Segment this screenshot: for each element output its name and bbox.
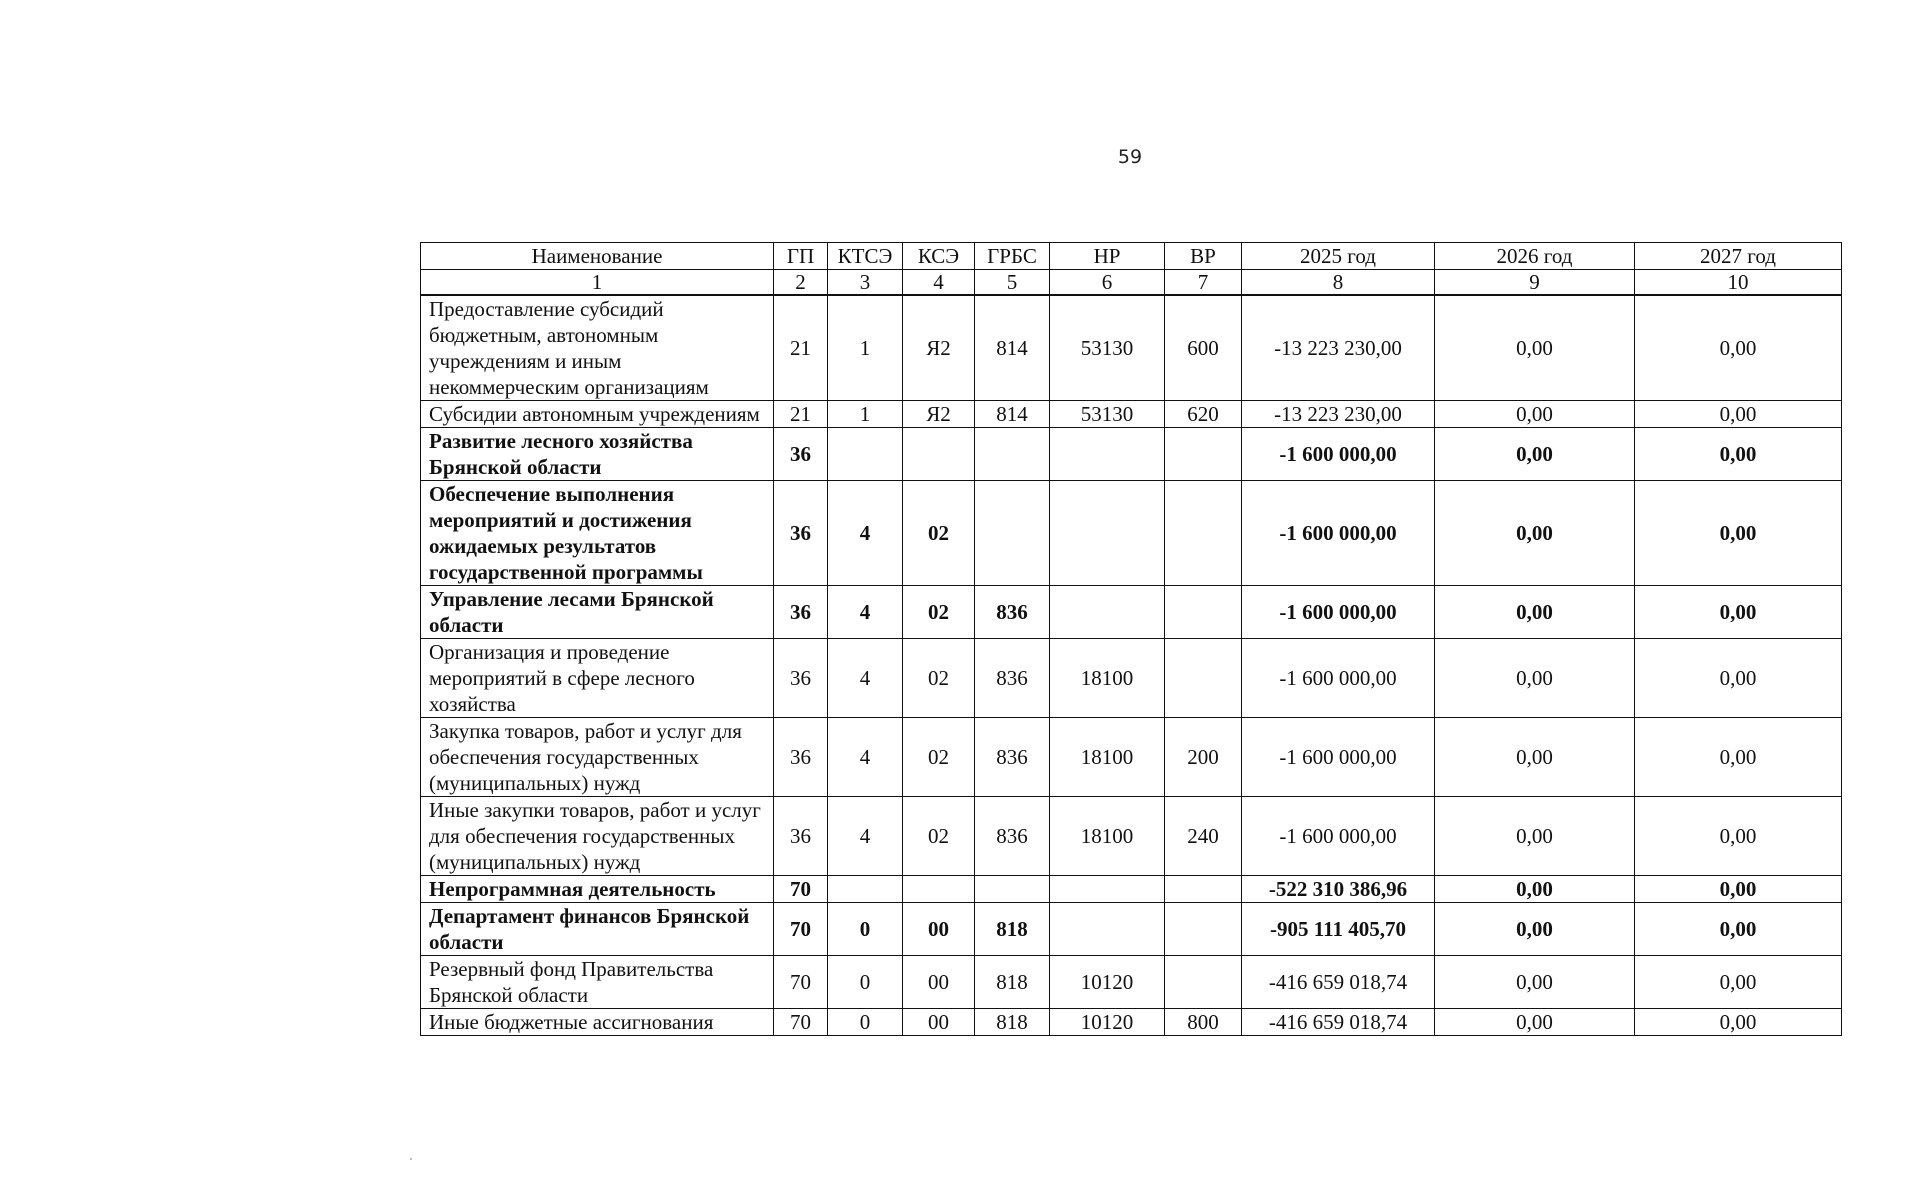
table-row	[421, 481, 1842, 586]
nr-cell: 53130	[1050, 295, 1165, 401]
amount-2026-cell: 0,00	[1435, 718, 1635, 797]
table-body	[421, 295, 1842, 1036]
ktse-cell: 4	[828, 586, 903, 639]
grbs-cell: 836	[975, 797, 1050, 876]
kse-cell: 00	[903, 1009, 975, 1036]
amount-2026-cell: 0,00	[1435, 876, 1635, 903]
column-index: 7	[1165, 270, 1242, 296]
header-grbs: ГРБС	[975, 243, 1050, 270]
amount-2025-cell: -1 600 000,00	[1242, 586, 1435, 639]
nr-cell: 10120	[1050, 956, 1165, 1009]
column-index: 2	[774, 270, 828, 296]
grbs-cell: 836	[975, 718, 1050, 797]
ktse-cell: 0	[828, 903, 903, 956]
gp-cell: 36	[774, 428, 828, 481]
name-cell: Закупка товаров, работ и услуг для обеспечения государственных (муниципальных) нужд	[421, 718, 774, 797]
kse-cell: 00	[903, 903, 975, 956]
amount-2026-cell: 0,00	[1435, 1009, 1635, 1036]
gp-cell: 36	[774, 586, 828, 639]
column-index: 5	[975, 270, 1050, 296]
header-kse: КСЭ	[903, 243, 975, 270]
table-row	[421, 428, 1842, 481]
grbs-cell	[975, 428, 1050, 481]
amount-2025-cell: -1 600 000,00	[1242, 639, 1435, 718]
kse-cell: Я2	[903, 295, 975, 401]
gp-cell: 21	[774, 295, 828, 401]
ktse-cell: 4	[828, 797, 903, 876]
ktse-cell: 4	[828, 481, 903, 586]
header-nr: НР	[1050, 243, 1165, 270]
header-vr: ВР	[1165, 243, 1242, 270]
name-cell: Управление лесами Брянской области	[421, 586, 774, 639]
nr-cell	[1050, 876, 1165, 903]
vr-cell	[1165, 639, 1242, 718]
header-2025: 2025 год	[1242, 243, 1435, 270]
grbs-cell: 818	[975, 903, 1050, 956]
column-index: 8	[1242, 270, 1435, 296]
vr-cell	[1165, 428, 1242, 481]
amount-2027-cell: 0,00	[1635, 797, 1842, 876]
kse-cell: 02	[903, 481, 975, 586]
table-row	[421, 586, 1842, 639]
ktse-cell: 0	[828, 956, 903, 1009]
nr-cell: 10120	[1050, 1009, 1165, 1036]
amount-2026-cell: 0,00	[1435, 401, 1635, 428]
budget-table	[420, 242, 1842, 1036]
vr-cell: 600	[1165, 295, 1242, 401]
table-row	[421, 797, 1842, 876]
name-cell: Непрограммная деятельность	[421, 876, 774, 903]
grbs-cell: 836	[975, 586, 1050, 639]
name-cell: Департамент финансов Брянской области	[421, 903, 774, 956]
kse-cell	[903, 428, 975, 481]
nr-cell: 53130	[1050, 401, 1165, 428]
column-index: 1	[421, 270, 774, 296]
name-cell: Обеспечение выполнения мероприятий и достижения ожидаемых результатов государственной программы	[421, 481, 774, 586]
table-header	[421, 243, 1842, 296]
gp-cell: 36	[774, 639, 828, 718]
grbs-cell	[975, 876, 1050, 903]
nr-cell: 18100	[1050, 718, 1165, 797]
amount-2027-cell: 0,00	[1635, 401, 1842, 428]
amount-2025-cell: -905 111 405,70	[1242, 903, 1435, 956]
amount-2027-cell: 0,00	[1635, 956, 1842, 1009]
amount-2026-cell: 0,00	[1435, 295, 1635, 401]
amount-2027-cell: 0,00	[1635, 876, 1842, 903]
nr-cell: 18100	[1050, 797, 1165, 876]
grbs-cell: 814	[975, 295, 1050, 401]
ktse-cell: 1	[828, 295, 903, 401]
column-index: 4	[903, 270, 975, 296]
amount-2025-cell: -1 600 000,00	[1242, 797, 1435, 876]
vr-cell	[1165, 903, 1242, 956]
name-cell: Резервный фонд Правительства Брянской области	[421, 956, 774, 1009]
table-row	[421, 718, 1842, 797]
column-index: 10	[1635, 270, 1842, 296]
kse-cell	[903, 876, 975, 903]
ktse-cell	[828, 876, 903, 903]
amount-2027-cell: 0,00	[1635, 481, 1842, 586]
gp-cell: 36	[774, 481, 828, 586]
gp-cell: 36	[774, 797, 828, 876]
header-row	[421, 243, 1842, 270]
name-cell: Развитие лесного хозяйства Брянской области	[421, 428, 774, 481]
vr-cell	[1165, 481, 1242, 586]
nr-cell: 18100	[1050, 639, 1165, 718]
ktse-cell: 0	[828, 1009, 903, 1036]
vr-cell	[1165, 876, 1242, 903]
grbs-cell: 814	[975, 401, 1050, 428]
amount-2025-cell: -416 659 018,74	[1242, 956, 1435, 1009]
column-index-row	[421, 270, 1842, 296]
table-row	[421, 295, 1842, 401]
kse-cell: 02	[903, 639, 975, 718]
amount-2025-cell: -13 223 230,00	[1242, 295, 1435, 401]
header-gp: ГП	[774, 243, 828, 270]
nr-cell	[1050, 586, 1165, 639]
grbs-cell: 836	[975, 639, 1050, 718]
header-2027: 2027 год	[1635, 243, 1842, 270]
column-index: 9	[1435, 270, 1635, 296]
ktse-cell: 4	[828, 639, 903, 718]
header-2026: 2026 год	[1435, 243, 1635, 270]
amount-2027-cell: 0,00	[1635, 295, 1842, 401]
table-row	[421, 956, 1842, 1009]
gp-cell: 36	[774, 718, 828, 797]
gp-cell: 70	[774, 903, 828, 956]
table-row	[421, 1009, 1842, 1036]
grbs-cell: 818	[975, 956, 1050, 1009]
amount-2026-cell: 0,00	[1435, 586, 1635, 639]
vr-cell: 200	[1165, 718, 1242, 797]
amount-2027-cell: 0,00	[1635, 1009, 1842, 1036]
header-ktse: КТСЭ	[828, 243, 903, 270]
ktse-cell	[828, 428, 903, 481]
vr-cell: 800	[1165, 1009, 1242, 1036]
amount-2025-cell: -1 600 000,00	[1242, 481, 1435, 586]
name-cell: Предоставление субсидий бюджетным, автономным учреждениям и иным некоммерческим организациям	[421, 295, 774, 401]
grbs-cell: 818	[975, 1009, 1050, 1036]
amount-2026-cell: 0,00	[1435, 903, 1635, 956]
ktse-cell: 4	[828, 718, 903, 797]
header-name: Наименование	[421, 243, 774, 270]
amount-2025-cell: -1 600 000,00	[1242, 718, 1435, 797]
amount-2027-cell: 0,00	[1635, 903, 1842, 956]
amount-2025-cell: -1 600 000,00	[1242, 428, 1435, 481]
column-index: 3	[828, 270, 903, 296]
table-row	[421, 903, 1842, 956]
vr-cell	[1165, 956, 1242, 1009]
column-index: 6	[1050, 270, 1165, 296]
amount-2025-cell: -522 310 386,96	[1242, 876, 1435, 903]
kse-cell: 02	[903, 586, 975, 639]
kse-cell: Я2	[903, 401, 975, 428]
amount-2025-cell: -416 659 018,74	[1242, 1009, 1435, 1036]
kse-cell: 02	[903, 718, 975, 797]
amount-2027-cell: 0,00	[1635, 718, 1842, 797]
table-row	[421, 401, 1842, 428]
grbs-cell	[975, 481, 1050, 586]
name-cell: Субсидии автономным учреждениям	[421, 401, 774, 428]
page-number: 59	[1117, 146, 1143, 168]
vr-cell	[1165, 586, 1242, 639]
table-row	[421, 639, 1842, 718]
amount-2026-cell: 0,00	[1435, 428, 1635, 481]
nr-cell	[1050, 428, 1165, 481]
amount-2026-cell: 0,00	[1435, 797, 1635, 876]
amount-2027-cell: 0,00	[1635, 639, 1842, 718]
gp-cell: 70	[774, 1009, 828, 1036]
table-row	[421, 876, 1842, 903]
nr-cell	[1050, 903, 1165, 956]
amount-2027-cell: 0,00	[1635, 428, 1842, 481]
name-cell: Организация и проведение мероприятий в сфере лесного хозяйства	[421, 639, 774, 718]
gp-cell: 70	[774, 876, 828, 903]
name-cell: Иные бюджетные ассигнования	[421, 1009, 774, 1036]
amount-2026-cell: 0,00	[1435, 481, 1635, 586]
kse-cell: 00	[903, 956, 975, 1009]
vr-cell: 240	[1165, 797, 1242, 876]
gp-cell: 70	[774, 956, 828, 1009]
nr-cell	[1050, 481, 1165, 586]
amount-2025-cell: -13 223 230,00	[1242, 401, 1435, 428]
gp-cell: 21	[774, 401, 828, 428]
scan-artifact	[410, 1158, 412, 1160]
ktse-cell: 1	[828, 401, 903, 428]
kse-cell: 02	[903, 797, 975, 876]
vr-cell: 620	[1165, 401, 1242, 428]
name-cell: Иные закупки товаров, работ и услуг для обеспечения государственных (муниципальных) нужд	[421, 797, 774, 876]
amount-2026-cell: 0,00	[1435, 956, 1635, 1009]
amount-2026-cell: 0,00	[1435, 639, 1635, 718]
amount-2027-cell: 0,00	[1635, 586, 1842, 639]
